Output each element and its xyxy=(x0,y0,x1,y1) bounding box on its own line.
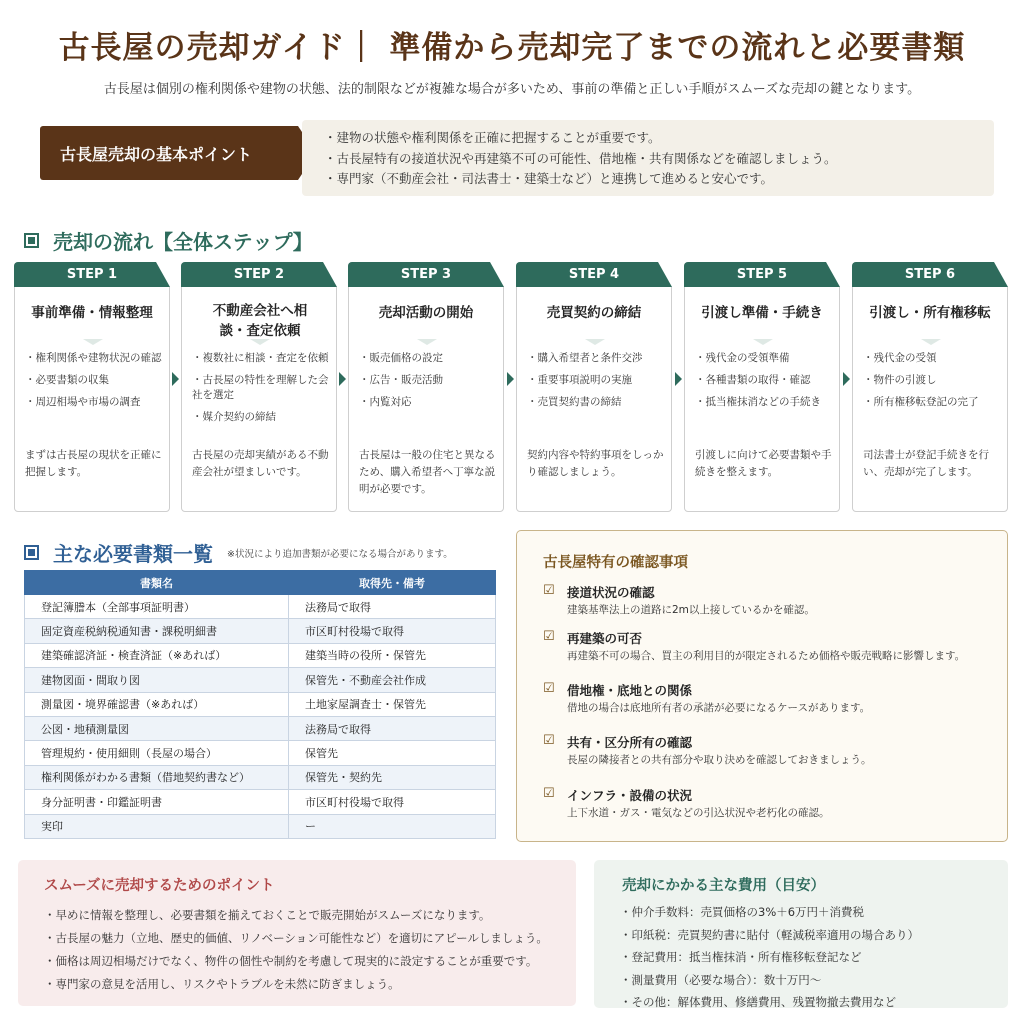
basic-point: ・古長屋特有の接道状況や再建築不可の可能性、借地権・共有関係などを確認しましょう。 xyxy=(324,150,837,166)
docs-heading-text: 主な必要書類一覧 xyxy=(53,542,213,566)
doc-source: 建築当時の役所・保管先 xyxy=(289,643,496,667)
doc-name: 固定資産税納税通知書・課税明細書 xyxy=(25,619,289,643)
step-item: ・抵当権抹消などの手続き xyxy=(695,396,821,408)
doc-source: 保管先・不動産会社作成 xyxy=(289,668,496,692)
check-desc: 上下水道・ガス・電気などの引込状況や老朽化の確認。 xyxy=(567,807,830,819)
table-row xyxy=(25,741,496,765)
table-row xyxy=(25,595,496,619)
table-row xyxy=(25,716,496,740)
check-head: 接道状況の確認 xyxy=(567,585,655,600)
check-desc: 建築基準法上の道路に2m以上接しているかを確認。 xyxy=(567,604,815,616)
arrow-right-icon xyxy=(843,372,850,386)
doc-name: 実印 xyxy=(25,814,289,838)
doc-name: 公図・地積測量図 xyxy=(25,716,289,740)
checks-title: 古長屋特有の確認事項 xyxy=(543,555,688,571)
checkbox-checked-icon: ☑ xyxy=(543,681,555,696)
chevron-down-icon xyxy=(753,339,773,345)
doc-name: 建物図面・間取り図 xyxy=(25,668,289,692)
chevron-down-icon xyxy=(83,339,103,345)
chevron-down-icon xyxy=(921,339,941,345)
chevron-down-icon xyxy=(585,339,605,345)
cost-item: ・仲介手数料：売買価格の3%＋6万円＋消費税 xyxy=(620,905,865,919)
doc-name: 建築確認済証・検査済証（※あれば） xyxy=(25,643,289,667)
doc-name: 身分証明書・印鑑証明書 xyxy=(25,790,289,814)
doc-name: 管理規約・使用細則（長屋の場合） xyxy=(25,741,289,765)
step-item: ・残代金の受領 xyxy=(863,352,937,364)
step-description: 古長屋の売却実績がある不動産会社が望ましいです。 xyxy=(192,449,329,478)
tip-item: ・古長屋の魅力（立地、歴史的価値、リノベーション可能性など）を適切にアピールしましょう。 xyxy=(44,931,548,945)
step-card-5 xyxy=(684,262,840,512)
column-header: 取得先・備考 xyxy=(289,571,496,595)
step-item: ・購入希望者と条件交渉 xyxy=(527,352,643,364)
doc-source: 法務局で取得 xyxy=(289,595,496,619)
costs-list xyxy=(620,901,919,1014)
doc-name: 登記簿謄本（全部事項証明書） xyxy=(25,595,289,619)
step-item: ・物件の引渡し xyxy=(863,374,937,386)
page-subtitle: 古長屋は個別の権利関係や建物の状態、法的制限などが複雑な場合が多いため、事前の準備と正しい手順がスムーズな売却の鍵となります。 xyxy=(103,82,921,97)
step-title: 売却活動の開始 xyxy=(378,305,474,321)
tips-list xyxy=(44,904,548,996)
step-description: 司法書士が登記手続きを行い、売却が完了します。 xyxy=(863,449,989,478)
doc-source: 市区町村役場で取得 xyxy=(289,790,496,814)
table-row xyxy=(25,790,496,814)
doc-name: 測量図・境界確認書（※あれば） xyxy=(25,692,289,716)
tip-item: ・専門家の意見を活用し、リスクやトラブルを未然に防ぎましょう。 xyxy=(44,977,400,991)
checkbox-checked-icon: ☑ xyxy=(543,786,555,801)
cost-item: ・印紙税：売買契約書に貼付（軽減税率適用の場合あり） xyxy=(620,927,919,942)
tips-title: スムーズに売却するためのポイント xyxy=(44,878,275,894)
check-head: 共有・区分所有の確認 xyxy=(567,735,693,750)
step-card-1 xyxy=(14,262,170,512)
step-card-4 xyxy=(516,262,672,512)
step-card-6 xyxy=(852,262,1008,512)
step-item: ・媒介契約の締結 xyxy=(192,411,276,423)
step-description: まずは古長屋の現状を正確に把握します。 xyxy=(25,449,162,478)
check-head: インフラ・設備の状況 xyxy=(567,788,693,803)
step-item: ・売買契約書の締結 xyxy=(527,396,622,408)
step-title: 売買契約の締結 xyxy=(546,305,642,321)
arrow-right-icon xyxy=(507,372,514,386)
step-label: STEP 3 xyxy=(348,262,504,287)
cost-item: ・測量費用（必要な場合）：数十万円〜 xyxy=(620,972,822,987)
table-row xyxy=(25,643,496,667)
table-row xyxy=(25,814,496,838)
flow-heading-text: 売却の流れ【全体ステップ】 xyxy=(53,230,313,254)
step-items xyxy=(527,351,669,417)
doc-source: 土地家屋調査士・保管先 xyxy=(289,692,496,716)
step-item: ・古長屋の特性を理解した会社を選定 xyxy=(192,374,329,401)
step-item: ・必要書類の収集 xyxy=(25,374,109,386)
step-item: ・広告・販売活動 xyxy=(359,374,443,386)
step-item: ・残代金の受領準備 xyxy=(695,352,790,364)
check-desc: 再建築不可の場合、買主の利用目的が限定されるため価格や販売戦略に影響します。 xyxy=(567,650,966,662)
step-items xyxy=(25,351,167,417)
step-item: ・周辺相場や市場の調査 xyxy=(25,396,141,408)
checkbox-checked-icon: ☑ xyxy=(543,733,555,748)
step-title: 引渡し・所有権移転 xyxy=(869,305,991,321)
step-label: STEP 6 xyxy=(852,262,1008,287)
tips-box xyxy=(18,860,576,1006)
column-header: 書類名 xyxy=(25,571,289,595)
step-item: ・複数社に相談・査定を依頼 xyxy=(192,352,329,364)
step-item: ・内覧対応 xyxy=(359,396,412,408)
step-items xyxy=(695,351,837,417)
table-row xyxy=(25,619,496,643)
checks-box xyxy=(516,530,1008,842)
doc-name: 権利関係がわかる書類（借地契約書など） xyxy=(25,765,289,789)
step-label: STEP 2 xyxy=(181,262,337,287)
square-icon xyxy=(24,545,39,560)
basic-point: ・専門家（不動産会社・司法書士・建築士など）と連携して進めると安心です。 xyxy=(324,171,774,186)
step-item: ・権利関係や建物状況の確認 xyxy=(25,352,162,364)
basic-point: ・建物の状態や権利関係を正確に把握することが重要です。 xyxy=(324,130,661,145)
arrow-right-icon xyxy=(172,372,179,386)
step-title: 不動産会社へ相談・査定依頼 xyxy=(212,303,308,339)
costs-box xyxy=(594,860,1008,1008)
basic-points-label: 古長屋売却の基本ポイント xyxy=(40,126,298,180)
page-title: 古長屋の売却ガイド｜ 準備から売却完了までの流れと必要書類 xyxy=(58,30,966,66)
step-label: STEP 4 xyxy=(516,262,672,287)
cost-item: ・登記費用：抵当権抹消・所有権移転登記など xyxy=(620,950,862,964)
arrow-right-icon xyxy=(339,372,346,386)
doc-source: 法務局で取得 xyxy=(289,716,496,740)
step-description: 契約内容や特約事項をしっかり確認しましょう。 xyxy=(527,449,664,478)
check-head: 再建築の可否 xyxy=(567,631,643,646)
step-item: ・販売価格の設定 xyxy=(359,352,443,364)
tip-item: ・価格は周辺相場だけでなく、物件の個性や制約を考慮して現実的に設定することが重要です。 xyxy=(44,954,538,968)
checkbox-checked-icon: ☑ xyxy=(543,583,555,598)
doc-source: 保管先・契約先 xyxy=(289,765,496,789)
square-icon xyxy=(24,233,39,248)
chevron-down-icon xyxy=(417,339,437,345)
flow-heading xyxy=(24,226,313,255)
doc-source: 保管先 xyxy=(289,741,496,765)
doc-source: ー xyxy=(289,814,496,838)
chevron-down-icon xyxy=(250,339,270,345)
cost-item: ・その他：解体費用、修繕費用、残置物撤去費用など xyxy=(620,995,896,1009)
tip-item: ・早めに情報を整理し、必要書類を揃えておくことで販売開始がスムーズになります。 xyxy=(44,908,491,922)
costs-title: 売却にかかる主な費用（目安） xyxy=(622,878,825,894)
table-row xyxy=(25,692,496,716)
documents-table xyxy=(24,570,496,839)
doc-source: 市区町村役場で取得 xyxy=(289,619,496,643)
table-row xyxy=(25,668,496,692)
step-items xyxy=(863,351,1005,417)
table-row xyxy=(25,765,496,789)
arrow-right-icon xyxy=(675,372,682,386)
step-card-3 xyxy=(348,262,504,512)
step-title: 事前準備・情報整理 xyxy=(31,305,153,321)
step-item: ・重要事項説明の実施 xyxy=(527,374,632,386)
step-label: STEP 5 xyxy=(684,262,840,287)
check-desc: 長屋の隣接者との共有部分や取り決めを確認しておきましょう。 xyxy=(567,754,872,766)
step-item: ・所有権移転登記の完了 xyxy=(863,396,979,408)
step-items xyxy=(359,351,501,417)
check-desc: 借地の場合は底地所有者の承諾が必要になるケースがあります。 xyxy=(567,702,871,714)
check-head: 借地権・底地との関係 xyxy=(567,683,693,698)
docs-note: ※状況により追加書類が必要になる場合があります。 xyxy=(227,548,453,560)
step-item: ・各種書類の取得・確認 xyxy=(695,374,811,386)
step-label: STEP 1 xyxy=(14,262,170,287)
basic-points-box xyxy=(302,120,994,196)
step-items xyxy=(192,351,334,432)
table-header-row xyxy=(25,571,496,595)
docs-heading xyxy=(24,538,453,567)
step-description: 引渡しに向けて必要書類や手続きを整えます。 xyxy=(695,449,832,478)
step-card-2 xyxy=(181,262,337,512)
step-title: 引渡し準備・手続き xyxy=(701,305,823,321)
step-description: 古長屋は一般の住宅と異なるため、購入希望者へ丁寧な説明が必要です。 xyxy=(359,449,496,495)
checkbox-checked-icon: ☑ xyxy=(543,629,555,644)
